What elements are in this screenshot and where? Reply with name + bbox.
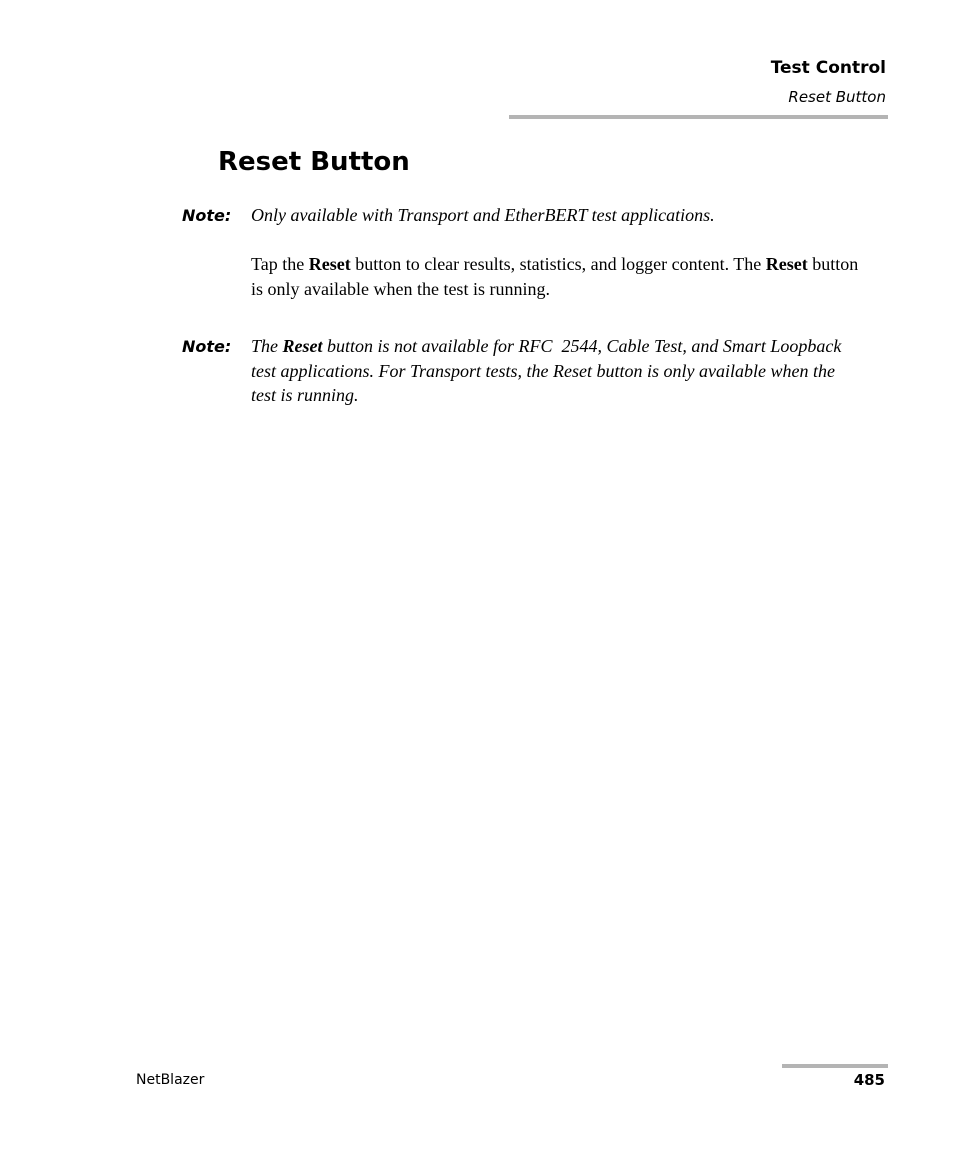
note-label: Note: xyxy=(182,206,232,225)
body-paragraph xyxy=(251,252,861,301)
footer-rule xyxy=(782,1064,888,1068)
page-number: 485 xyxy=(853,1071,885,1089)
body-text-segment: Tap the xyxy=(251,254,309,274)
note-text-segment: button is not available for RFC 2544, Cable Test, and Smart Loopback test applications. For Transport tests, the Reset button is only available when the test is running. xyxy=(251,336,842,405)
running-header-section: Reset Button xyxy=(788,88,886,106)
reset-term: Reset xyxy=(765,254,808,274)
running-header-chapter: Test Control xyxy=(770,58,886,78)
reset-term: Reset xyxy=(282,336,323,356)
reset-term: Reset xyxy=(308,254,351,274)
section-title: Reset Button xyxy=(218,147,410,177)
header-rule xyxy=(509,115,888,119)
note-text-segment: The xyxy=(251,336,283,356)
footer-product-name: NetBlazer xyxy=(136,1072,205,1088)
body-text-segment: button is only available when the test is running. xyxy=(251,254,859,299)
note-label: Note: xyxy=(182,337,232,356)
note-text: Only available with Transport and EtherBERT test applications. xyxy=(251,205,715,225)
note-text xyxy=(251,334,856,408)
body-text-segment: button to clear results, statistics, and logger content. The xyxy=(350,254,766,274)
